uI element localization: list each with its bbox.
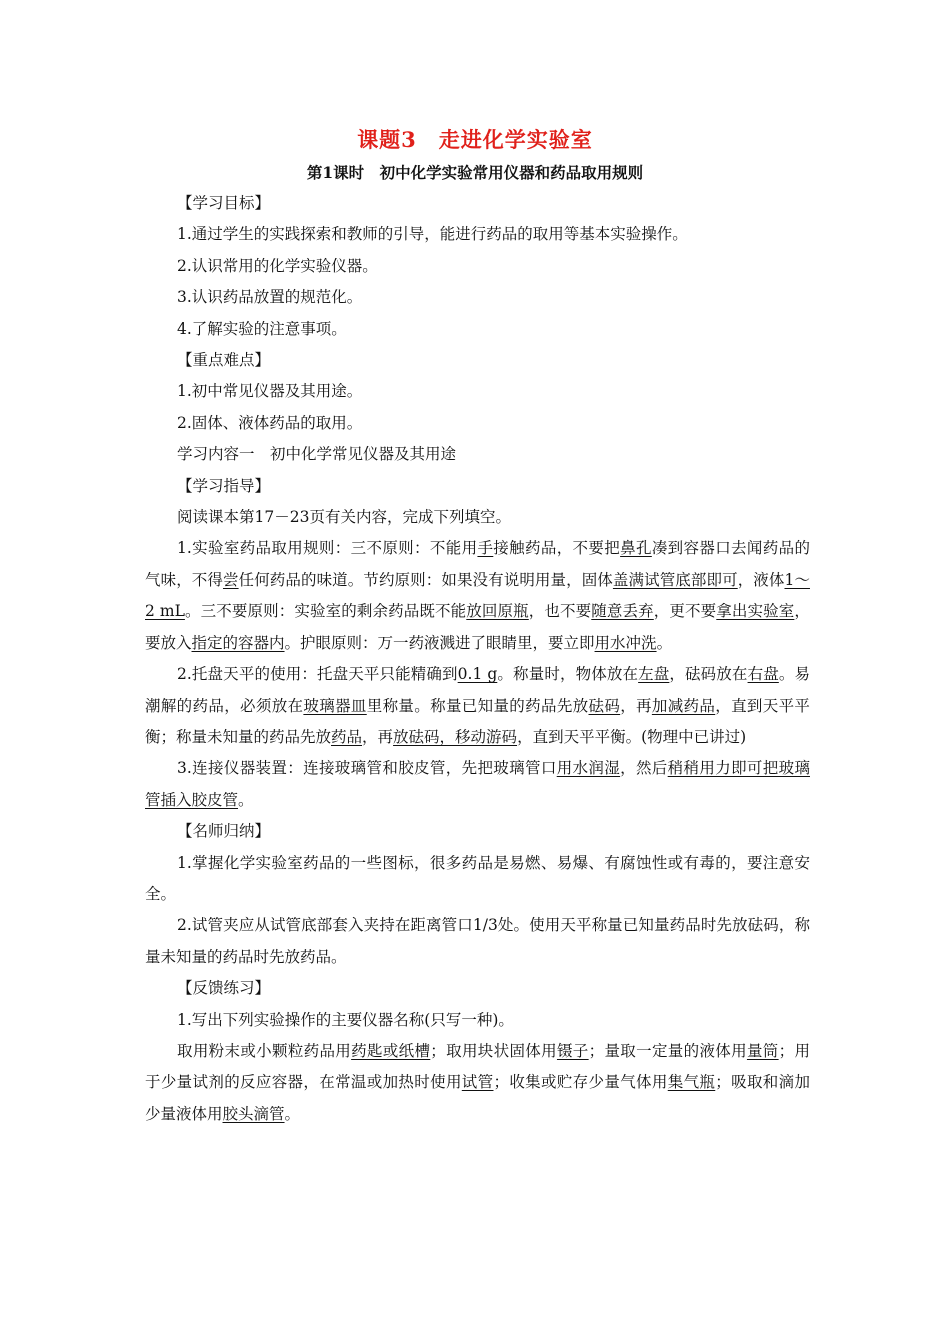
text: 3.连接仪器装置：连接玻璃管和胶皮管，先把玻璃管口 [177, 759, 557, 778]
text: ；收集或贮存少量气体用 [493, 1073, 668, 1092]
objective-item: 4.了解实验的注意事项。 [177, 319, 347, 338]
text: 。易潮解的药品，必须放在 [145, 665, 810, 715]
answer-blank: 1～2 mL [145, 570, 810, 621]
answer-blank: 尝 [222, 570, 239, 589]
answer-blank: 拿出实验室 [716, 602, 795, 621]
content-heading: 学习内容一 初中化学常见仪器及其用途 [177, 445, 457, 464]
text: 里称量。称量已知量的药品先放 [366, 696, 589, 715]
practice-question: 1.写出下列实验操作的主要仪器名称(只写一种)。 [177, 1010, 514, 1029]
answer-blank: 稍稍用力即可把玻璃管插入胶皮管 [145, 759, 810, 809]
answer-blank: 砝码 [588, 696, 621, 715]
text: 接触药品，不要把 [493, 539, 621, 558]
section-heading-practice: 【反馈练习】 [177, 979, 271, 998]
answer-blank: 0.1 g [457, 665, 498, 684]
guide-paragraph-1 [145, 533, 810, 659]
text: ，然后 [620, 759, 668, 778]
answer-blank: 放回原瓶 [466, 602, 529, 621]
text: 取用粉末或小颗粒药品用 [177, 1041, 352, 1060]
text: 1.实验室药品取用规则：三不原则：不能用 [177, 539, 478, 558]
answer-blank: 加减药品 [651, 696, 716, 715]
text: ；取用块状固体用 [430, 1041, 557, 1060]
answer-blank: 鼻孔 [620, 539, 652, 558]
text: 。护眼原则：万一药液溅进了眼睛里，要立即 [284, 633, 595, 652]
text: ；量取一定量的液体用 [588, 1041, 747, 1060]
document-body [145, 188, 810, 1130]
text: ，砝码放在 [669, 665, 748, 684]
objective-item: 2.认识常用的化学实验仪器。 [177, 256, 378, 275]
text: 。三不要原则：实验室的剩余药品既不能 [184, 602, 467, 621]
text: ，要放入 [145, 602, 810, 652]
answer-blank: 药匙或纸槽 [351, 1041, 431, 1060]
text: 。称量时，物体放在 [497, 665, 639, 684]
answer-blank: 镊子 [556, 1041, 589, 1060]
answer-blank: 玻璃器皿 [303, 696, 367, 715]
answer-blank: 药品 [331, 727, 363, 746]
answer-blank: 随意丢弃 [591, 602, 654, 621]
section-heading-keypoints: 【重点难点】 [177, 351, 271, 370]
practice-paragraph [145, 1036, 810, 1130]
section-heading-objectives: 【学习目标】 [177, 194, 271, 212]
section-heading-summary: 【名师归纳】 [177, 822, 271, 841]
summary-item: 2.试管夹应从试管底部套入夹持在距离管口1/3处。使用天平称量已知量药品时先放砝码，称量未知量的药品时先放药品。 [145, 916, 810, 966]
answer-blank: 手 [477, 539, 494, 558]
text: 凑到容器口去闻药品的气味，不得 [145, 539, 810, 589]
text: 任何药品的味道。节约原则：如果没有说明用量，固体 [238, 570, 613, 589]
answer-blank: 量筒 [746, 1041, 779, 1060]
text: ，再 [362, 727, 394, 746]
answer-blank: 试管 [461, 1073, 494, 1092]
answer-blank: 盖满试管底部即可 [612, 570, 738, 589]
keypoint-item: 1.初中常见仪器及其用途。 [177, 382, 363, 401]
text: ，再 [620, 696, 652, 715]
answer-blank: 集气瓶 [667, 1073, 716, 1092]
answer-blank: 左盘 [638, 665, 670, 684]
text: ；吸取和滴加少量液体用 [145, 1073, 810, 1123]
text: ，更不要 [653, 602, 717, 621]
page-title: 课题3 走进化学实验室 [357, 127, 593, 152]
text: 2.托盘天平的使用：托盘天平只能精确到 [177, 665, 458, 684]
text: ，液体 [737, 570, 785, 589]
text: ，直到天平平衡；称量未知量的药品先放 [145, 696, 810, 746]
answer-blank: 胶头滴管 [222, 1104, 285, 1123]
guide-intro: 阅读课本第17－23页有关内容，完成下列填空。 [177, 508, 511, 527]
text: ；用于少量试剂的反应容器，在常温或加热时使用 [145, 1041, 810, 1092]
keypoint-item: 2.固体、液体药品的取用。 [177, 413, 363, 432]
answer-blank: 右盘 [747, 665, 779, 684]
guide-paragraph-3 [145, 753, 810, 816]
text: 。 [238, 790, 254, 809]
guide-paragraph-2 [145, 659, 810, 753]
answer-blank: 放砝码，移动游码 [393, 727, 518, 746]
answer-blank: 用水冲洗 [594, 633, 657, 652]
section-heading-guide: 【学习指导】 [177, 476, 271, 495]
text: ，直到天平平衡。(物理中已讲过) [517, 727, 747, 746]
answer-blank: 指定的容器内 [191, 633, 285, 652]
objective-item: 1.通过学生的实践探索和教师的引导，能进行药品的取用等基本实验操作。 [177, 225, 688, 244]
text: 。 [284, 1104, 301, 1123]
text: ，也不要 [528, 602, 592, 621]
page-subtitle: 第1课时 初中化学实验常用仪器和药品取用规则 [306, 163, 644, 182]
answer-blank: 用水润湿 [556, 759, 621, 778]
summary-item: 1.掌握化学实验室药品的一些图标，很多药品是易燃、易爆、有腐蚀性或有毒的，要注意安全。 [145, 853, 810, 903]
objective-item: 3.认识药品放置的规范化。 [177, 288, 363, 307]
text: 。 [656, 633, 673, 652]
